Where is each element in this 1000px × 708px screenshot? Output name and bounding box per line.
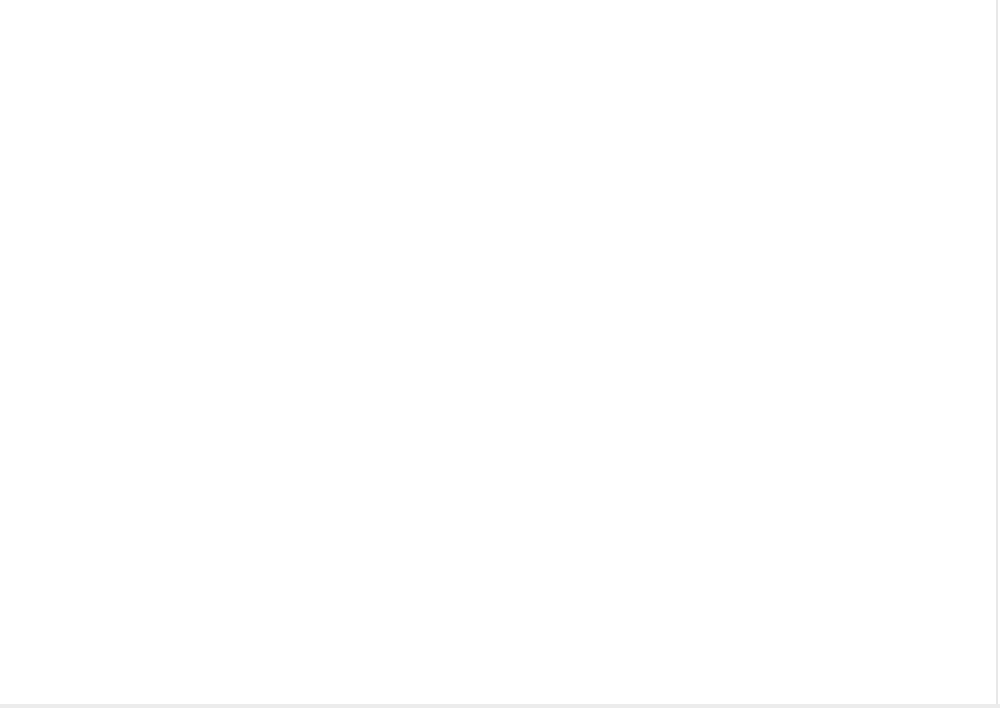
page-edge	[996, 0, 998, 708]
page-edge	[0, 704, 1000, 708]
scanned-page	[1, 2, 997, 704]
